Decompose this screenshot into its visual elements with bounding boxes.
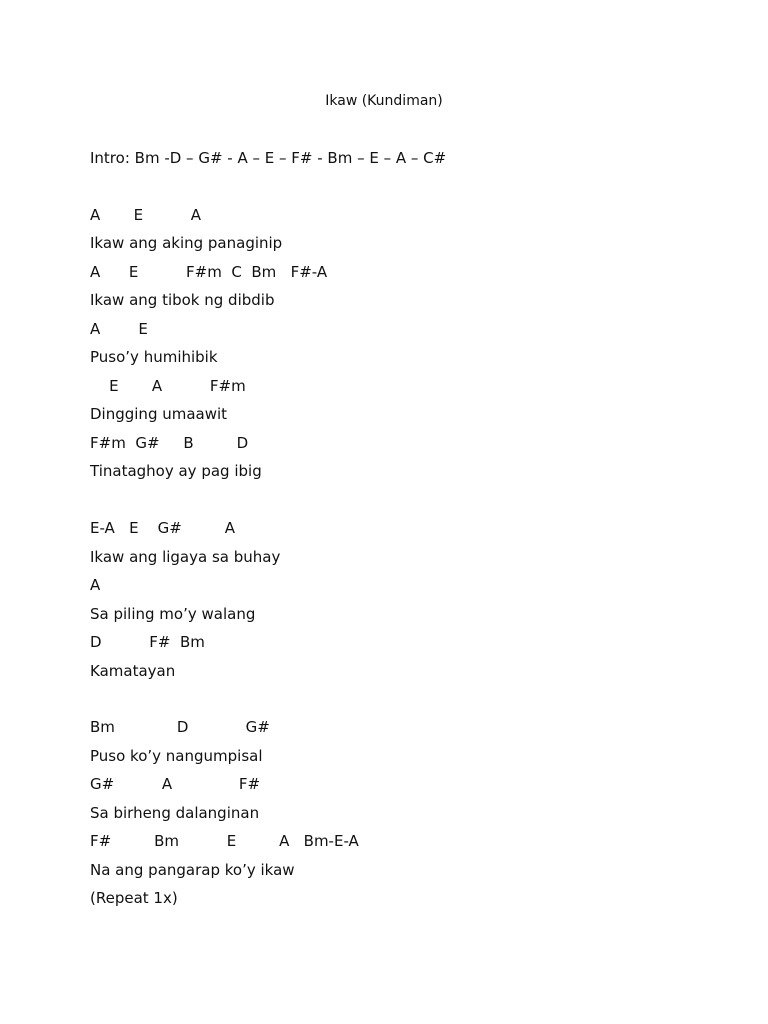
lyric-line: Ikaw ang tibok ng dibdib [90, 291, 275, 309]
lyric-line: Tinataghoy ay pag ibig [90, 462, 262, 480]
chord-line: A [90, 576, 101, 594]
lyric-line: Sa birheng dalanginan [90, 804, 260, 822]
chord-line: A E [90, 320, 148, 338]
repeat-note: (Repeat 1x) [90, 889, 178, 907]
lyric-line: Na ang pangarap ko’y ikaw [90, 861, 295, 879]
chord-line: E-A E G# A [90, 519, 236, 537]
lyric-line: Ikaw ang aking panaginip [90, 234, 283, 252]
chord-line: A E F#m C Bm F#-A [90, 263, 328, 281]
chord-line: F# Bm E A Bm-E-A [90, 832, 359, 850]
chord-line: E A F#m [90, 377, 246, 395]
chord-line: G# A F# [90, 775, 261, 793]
chord-line: F#m G# B D [90, 434, 249, 452]
lyric-line: Puso ko’y nangumpisal [90, 747, 263, 765]
chord-line: D F# Bm [90, 633, 205, 651]
lyric-line: Puso’y humihibik [90, 348, 218, 366]
intro-line: Intro: Bm -D – G# - A – E – F# - Bm – E – A – C# [90, 149, 447, 167]
lyric-line: Sa piling mo’y walang [90, 605, 256, 623]
song-title: Ikaw (Kundiman) [325, 93, 443, 109]
lyric-line: Dingging umaawit [90, 405, 228, 423]
chord-line: Bm D G# [90, 718, 270, 736]
chord-line: A E A [90, 206, 202, 224]
lyric-line: Kamatayan [90, 662, 176, 680]
lyric-line: Ikaw ang ligaya sa buhay [90, 548, 281, 566]
